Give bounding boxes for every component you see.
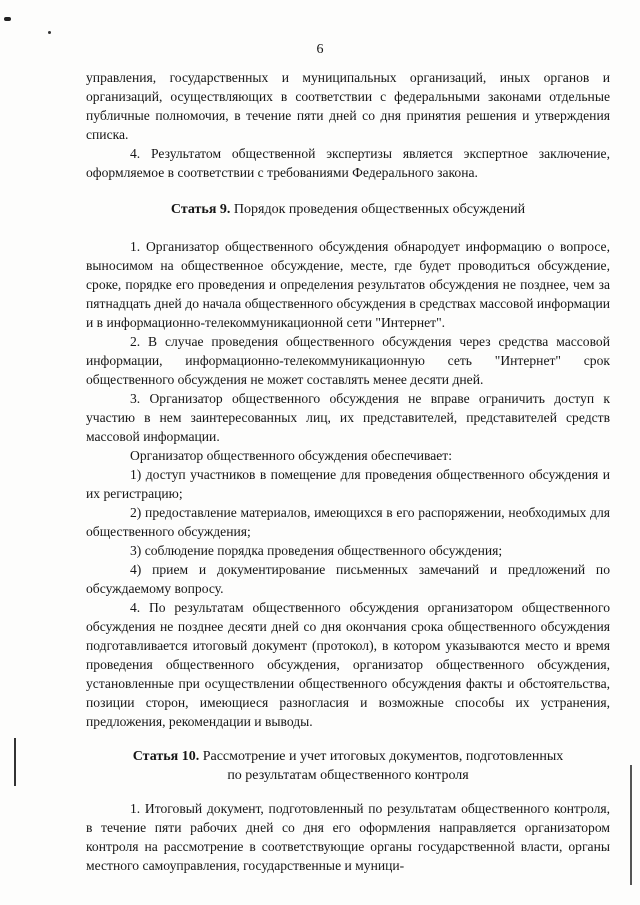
page-number: 6: [316, 42, 324, 57]
paragraph: 4. По результатам общественного обсуждения организатором общественного обсуждения не позднее десяти дней со дня окончания срока общественного обсуждения подготавливается итоговый документ (протокол), в котором указываются место и время проведения общественного обсуждения, организатор общественного обсуждения, установленные при осуществлении общественного обсуждения факты и обстоятельства, позиции сторон, имеющиеся разногласия и возможные способы их устранения, предложения, рекомендации и выводы.: [86, 600, 610, 729]
paragraph: 3. Организатор общественного обсуждения не вправе ограничить доступ к участию в нем заинтересованных лиц, их представителей, представителей средств массовой информации.: [86, 391, 610, 444]
paragraph: 2. В случае проведения общественного обсуждения через средства массовой информации, информационно-телекоммуникационную сеть "Интернет" срок общественного обсуждения не может составлять менее десяти дней.: [86, 334, 610, 387]
article-10-label: Статья 10.: [132, 749, 200, 764]
article-9-heading: [86, 200, 610, 219]
list-item: 1) доступ участников в помещение для проведения общественного обсуждения и их регистрацию;: [86, 467, 610, 501]
scan-speck: [4, 17, 11, 21]
paragraph: Организатор общественного обсуждения обеспечивает:: [130, 448, 453, 463]
document-body: [86, 68, 610, 875]
paragraph: управления, государственных и муниципальных организаций, иных органов и организаций, осуществляющих в соответствии с федеральными законами отдельные публичные полномочия, в течение пяти дней со дня принятия решения и утверждения списка.: [86, 70, 610, 142]
article-10-heading: [86, 747, 610, 785]
paragraph: 4. Результатом общественной экспертизы является экспертное заключение, оформляемое в соответствии с требованиями Федерального закона.: [86, 146, 610, 180]
article-10-title-line2: по результатам общественного контроля: [227, 768, 469, 783]
scan-edge-mark: [630, 765, 632, 885]
scan-edge-mark: [14, 738, 16, 786]
article-10-title-line1: Рассмотрение и учет итоговых документов, подготовленных: [199, 749, 564, 764]
article-9-label: Статья 9.: [170, 202, 231, 217]
list-item: 4) прием и документирование письменных замечаний и предложений по обсуждаемому вопросу.: [86, 562, 610, 596]
article-9-title: Порядок проведения общественных обсуждений: [230, 202, 526, 217]
list-item: 2) предоставление материалов, имеющихся в его распоряжении, необходимых для общественного обсуждения;: [86, 505, 610, 539]
paragraph: 1. Организатор общественного обсуждения обнародует информацию о вопросе, выносимом на общественное обсуждение, месте, где будет проводиться обсуждение, сроке, порядке его проведения и определения результатов обсуждения не позднее, чем за пятнадцать дней до начала общественного обсуждения в средствах массовой информации и в информационно-телекоммуникационной сети "Интернет".: [86, 239, 610, 330]
scan-speck: [48, 31, 51, 34]
paragraph: 1. Итоговый документ, подготовленный по результатам общественного контроля, в течение пяти рабочих дней со дня его оформления направляется организатором контроля на рассмотрение в соответствующие органы государственной власти, органы местного самоуправления, государственные и муници-: [86, 801, 610, 873]
list-item: 3) соблюдение порядка проведения общественного обсуждения;: [130, 543, 503, 558]
